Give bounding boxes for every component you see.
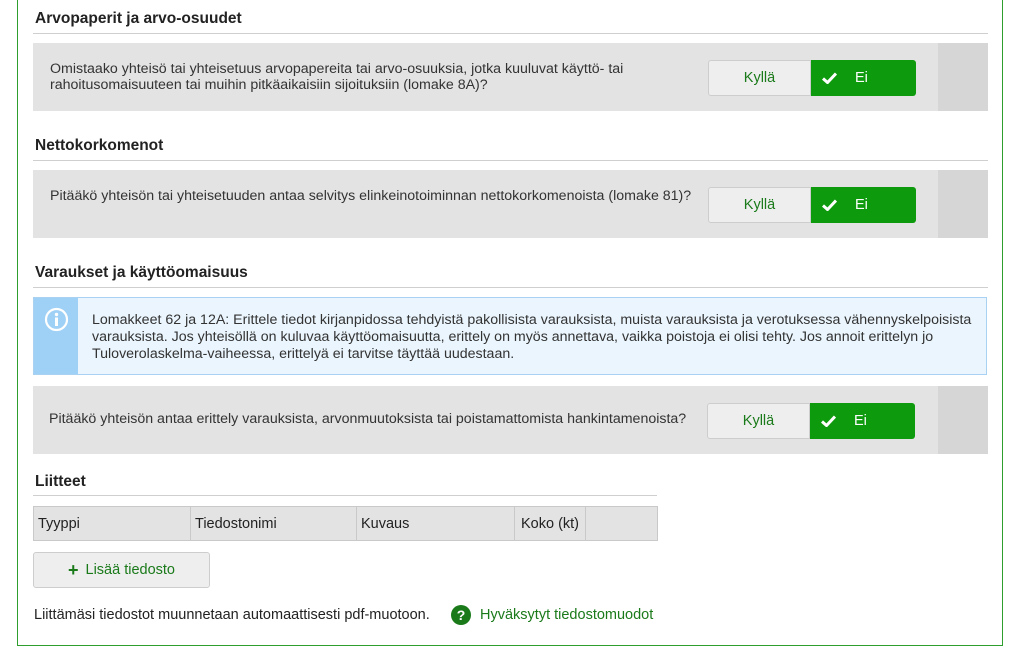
no-button[interactable] (810, 403, 915, 439)
section-title-securities: Arvopaperit ja arvo-osuudet (35, 10, 242, 27)
question-text: Omistaako yhteisö tai yhteisetuus arvopapereita tai arvo-osuuksia, jotka kuuluvat käyttö- tai rahoitusomaisuuteen tai muihin pitkäaikaisiin sijoituksiin (lomake 8A)? (50, 61, 624, 93)
section-divider (33, 495, 657, 496)
attachments-table (33, 506, 658, 541)
column-header-description[interactable]: Kuvaus (357, 507, 515, 541)
column-header-filename[interactable]: Tiedostonimi (191, 507, 357, 541)
question-securities (33, 43, 988, 111)
column-header-type[interactable]: Tyyppi (34, 507, 191, 541)
info-text: Lomakkeet 62 ja 12A: Erittele tiedot kirjanpidossa tehdyistä pakollisista varauksista, muista varauksista ja verotuksessa vähennyskelpoisista varauksista. Jos yhteisöllä on kuluvaa käyttöomaisuutta, erittely on myös annettava, vaikka poistoja ei olisi tehty. Jos annoit erittelyn jo Tuloverolaskelma-vaiheessa, erittelyä ei tarvitse täyttää uudestaan. (92, 312, 972, 362)
attachments-title: Liitteet (35, 473, 86, 490)
yes-no-toggle (707, 403, 915, 439)
accepted-formats-label: Hyväksytyt tiedostomuodot (480, 607, 654, 623)
yes-button[interactable]: Kyllä (708, 60, 811, 96)
pdf-conversion-note: Liittämäsi tiedostot muunnetaan automaattisesti pdf-muotoon. (34, 607, 430, 623)
yes-button[interactable]: Kyllä (707, 403, 810, 439)
yes-no-toggle (708, 187, 916, 223)
row-side-panel (938, 170, 988, 238)
no-button-label: Ei (855, 70, 868, 86)
info-strip (34, 298, 78, 374)
add-file-label: Lisää tiedosto (85, 562, 175, 578)
section-divider (33, 160, 988, 161)
checkmark-icon (822, 199, 837, 211)
row-side-panel (938, 43, 988, 111)
section-divider (33, 33, 988, 34)
section-title-interest: Nettokorkomenot (35, 137, 164, 154)
plus-icon: + (68, 559, 79, 580)
question-text: Pitääkö yhteisön antaa erittely varauksista, arvonmuutoksista tai poistamattomista hankintamenoista? (49, 411, 687, 427)
column-header-size[interactable]: Koko (kt) (515, 507, 586, 541)
section-divider (33, 287, 988, 288)
yes-button[interactable]: Kyllä (708, 187, 811, 223)
accepted-formats-link[interactable] (451, 605, 653, 625)
question-icon: ? (451, 605, 471, 625)
add-file-button[interactable] (33, 552, 210, 588)
row-side-panel (938, 386, 988, 454)
section-title-reserves: Varaukset ja käyttöomaisuus (35, 264, 248, 281)
info-icon (44, 307, 69, 332)
question-text: Pitääkö yhteisön tai yhteisetuuden antaa selvitys elinkeinotoiminnan nettokorkomenoista (lomake 81)? (50, 188, 692, 204)
question-interest (33, 170, 988, 238)
table-header-row (34, 507, 658, 541)
column-header-actions (586, 507, 658, 541)
no-button-label: Ei (855, 197, 868, 213)
no-button-label: Ei (854, 413, 867, 429)
info-box (33, 297, 987, 375)
question-reserves (33, 386, 988, 454)
checkmark-icon (822, 72, 837, 84)
yes-no-toggle (708, 60, 916, 96)
no-button[interactable] (811, 60, 916, 96)
no-button[interactable] (811, 187, 916, 223)
checkmark-icon (821, 415, 836, 427)
